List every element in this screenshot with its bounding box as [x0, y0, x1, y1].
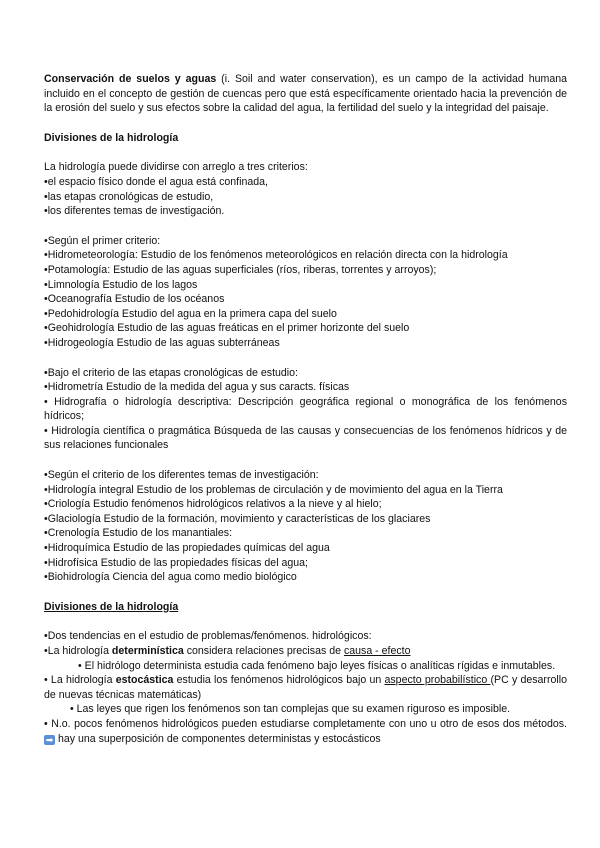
list-item: •Hidrometeorología: Estudio de los fenómenos meteorológicos en relación directa con la hidrología	[44, 249, 508, 262]
det-prefix: •La hidrología	[44, 645, 112, 657]
final-suffix: hay una superposición de componentes deterministas y estocásticos	[55, 732, 381, 745]
criteria-item: •el espacio físico donde el agua está confinada,	[44, 175, 268, 188]
cause-effect-link[interactable]: causa - efecto	[343, 645, 411, 657]
final-line	[44, 717, 567, 746]
stochastic-subitem: • Las leyes que rigen los fenómenos son tan complejas que su examen riguroso es imposible.	[70, 703, 511, 716]
intro-text: (i. Soil and water conservation), es un campo de la actividad humana incluido en el concepto de gestión de cuencas pero que está específicamente orientado hacia la prevención de la erosión del suelo y sus efectos sobre la calidad del agua, la fertilidad del suelo y la integridad del paisaje.	[44, 73, 567, 115]
list-item: •Limnología Estudio de los lagos	[44, 278, 198, 291]
list-item: •Potamología: Estudio de las aguas superficiales (ríos, riberas, torrentes y arroyos);	[44, 263, 437, 276]
document-page	[44, 72, 567, 746]
topics-criterion-lead: •Según el criterio de los diferentes temas de investigación:	[44, 469, 319, 482]
criteria-item: •las etapas cronológicas de estudio,	[44, 190, 214, 203]
list-item: •Geohidrología Estudio de las aguas freáticas en el primer horizonte del suelo	[44, 322, 410, 335]
det-term: determinística	[111, 645, 184, 657]
list-item: • Hidrografía o hidrología descriptiva: Descripción geográfica regional o monográfica de los fenómenos hídricos;	[44, 395, 567, 423]
first-criterion-lead: •Según el primer criterio:	[44, 234, 161, 247]
deterministic-line	[44, 644, 567, 659]
list-item: •Biohidrología Ciencia del agua como medio biológico	[44, 571, 297, 584]
sto-term: estocástica	[115, 674, 174, 687]
list-item: •Hidrogeología Estudio de las aguas subterráneas	[44, 336, 280, 349]
det-middle: considera relaciones precisas de	[183, 645, 344, 657]
list-item: •Hidrología integral Estudio de los problemas de circulación y de movimiento del agua en la Tierra	[44, 483, 503, 496]
list-item: •Pedohidrología Estudio del agua en la primera capa del suelo	[44, 307, 337, 320]
list-item: •Oceanografía Estudio de los océanos	[44, 293, 225, 306]
list-item: •Hidrofísica Estudio de las propiedades físicas del agua;	[44, 556, 308, 569]
final-prefix: • N.o. pocos fenómenos hidrológicos pueden estudiarse completamente con uno u otro de esos dos métodos.	[44, 717, 567, 730]
criteria-lead: La hidrología puede dividirse con arreglo a tres criterios:	[44, 161, 308, 174]
tendencies-lead: •Dos tendencias en el estudio de problemas/fenómenos. hidrológicos:	[44, 630, 372, 643]
stochastic-line	[44, 673, 567, 702]
sto-suffix: (PC y desarrollo de nuevas técnicas matemáticas)	[44, 674, 567, 701]
sto-prefix: • La hidrología	[44, 674, 116, 687]
intro-term: Conservación de suelos y aguas	[44, 73, 217, 85]
sto-middle: estudia los fenómenos hidrológicos bajo un	[173, 674, 385, 687]
list-item: •Glaciología Estudio de la formación, movimiento y características de los glaciares	[44, 512, 431, 525]
chrono-criterion-lead: •Bajo el criterio de las etapas cronológicas de estudio:	[44, 366, 298, 379]
section1-heading: Divisiones de la hidrología	[44, 131, 179, 144]
list-item: •Crenología Estudio de los manantiales:	[44, 527, 233, 540]
section2-heading: Divisiones de la hidrología	[44, 600, 179, 613]
list-item: •Criología Estudio fenómenos hidrológicos relativos a la nieve y al hielo;	[44, 498, 382, 511]
intro-paragraph	[44, 72, 567, 116]
deterministic-subitem: • El hidrólogo determinista estudia cada fenómeno bajo leyes físicas o analíticas rígidas e inmutables.	[78, 659, 556, 672]
arrow-right-icon: ➡	[45, 734, 54, 745]
probabilistic-link[interactable]: aspecto probabilístico	[384, 674, 491, 687]
list-item: •Hidrometría Estudio de la medida del agua y sus caracts. físicas	[44, 381, 350, 394]
criteria-item: •los diferentes temas de investigación.	[44, 205, 225, 218]
list-item: • Hidrología científica o pragmática Búsqueda de las causas y consecuencias de los fenómenos hídricos y de sus relaciones funcionales	[44, 424, 567, 452]
list-item: •Hidroquímica Estudio de las propiedades químicas del agua	[44, 542, 330, 555]
